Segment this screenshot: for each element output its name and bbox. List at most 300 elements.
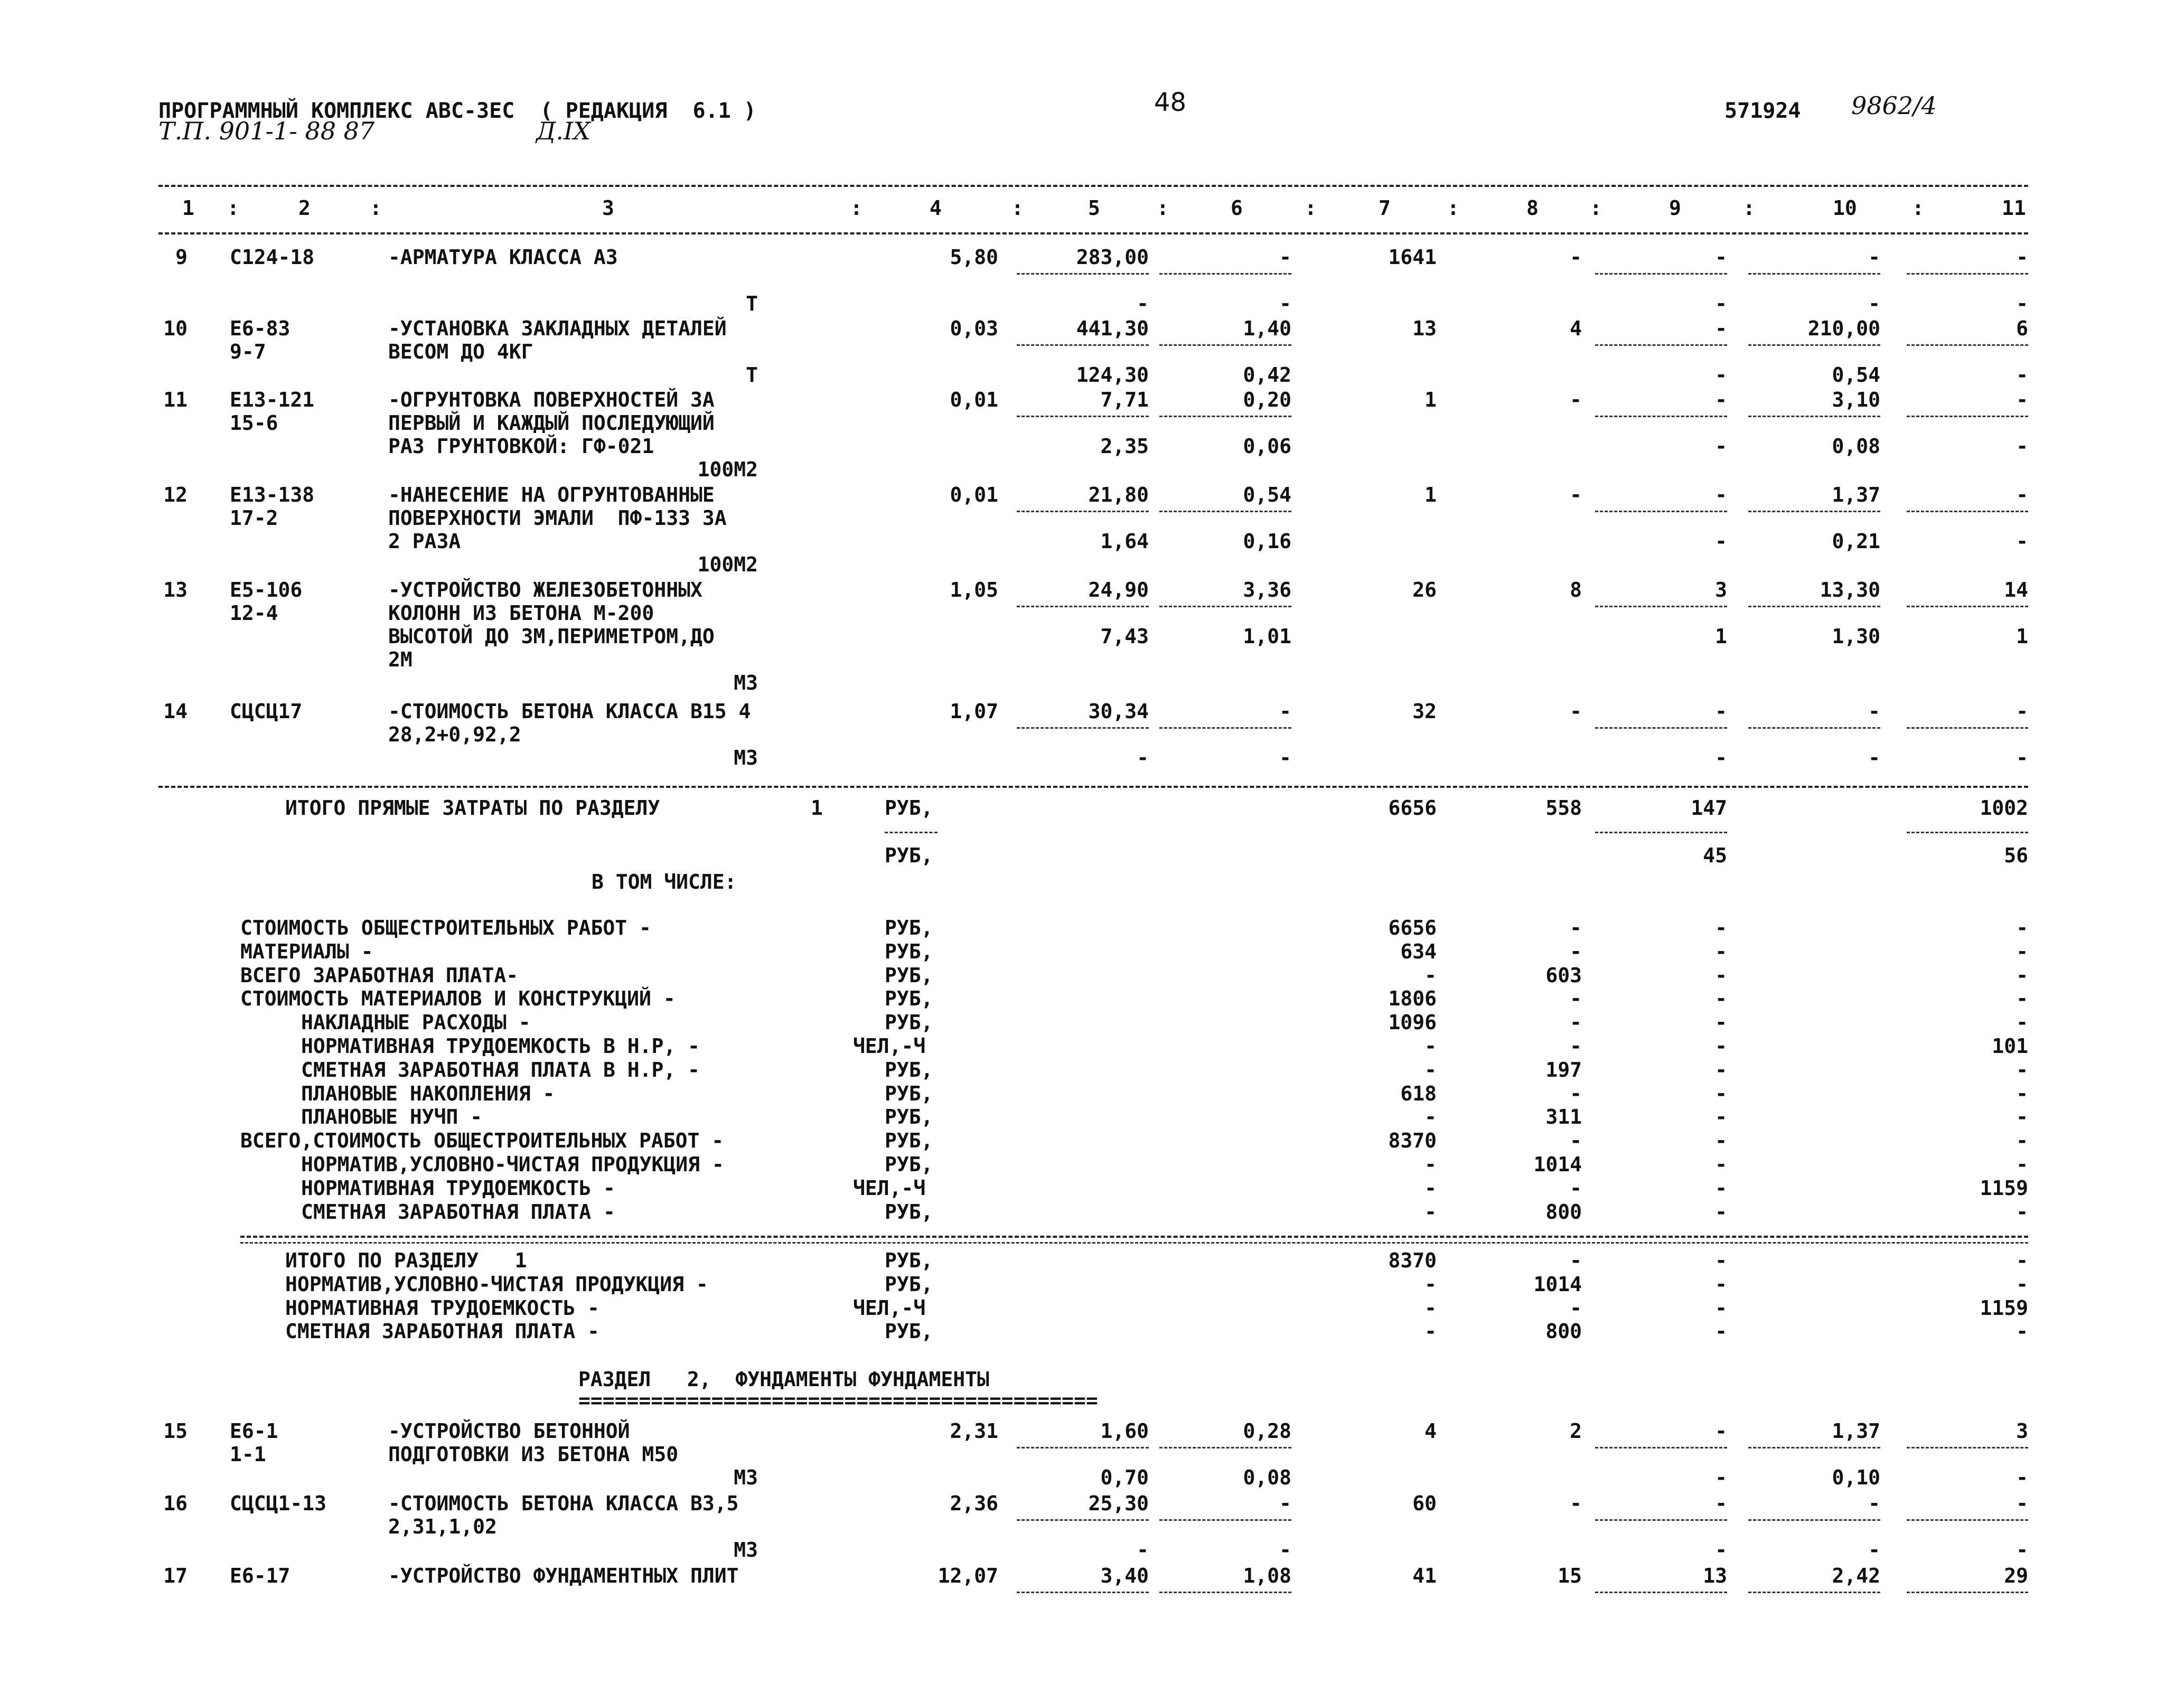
row-col10-total: 13,30 bbox=[1820, 578, 1880, 601]
row-col6-wage: - bbox=[1279, 292, 1291, 315]
row-description: -НАНЕСЕНИЕ НА ОГРУНТОВАННЫЕ bbox=[388, 483, 715, 506]
breakdown-col9: - bbox=[1715, 1105, 1727, 1129]
breakdown-unit: РУБ, bbox=[885, 1129, 933, 1153]
breakdown-col8: - bbox=[1570, 939, 1582, 963]
row-col10-wage: 0,10 bbox=[1832, 1466, 1880, 1489]
breakdown-label: НОРМАТИВНАЯ ТРУДОЕМКОСТЬ В Н.Р, - bbox=[301, 1034, 700, 1058]
section-total-label: СМЕТНАЯ ЗАРАБОТНАЯ ПЛАТА - bbox=[285, 1320, 599, 1343]
header-bottom-rule bbox=[158, 232, 2028, 234]
row-col5-wage: 7,43 bbox=[1100, 625, 1149, 648]
section-total-col7: 8370 bbox=[1388, 1249, 1437, 1272]
row-col11-wage: - bbox=[2016, 530, 2028, 553]
row-col9-wage: - bbox=[1715, 1538, 1727, 1561]
row-unit: М3 bbox=[734, 1538, 758, 1561]
row-col9-total: - bbox=[1715, 246, 1727, 269]
cell-divider bbox=[1595, 273, 1727, 275]
row-quantity: 0,03 bbox=[950, 317, 998, 340]
cell-divider bbox=[1907, 606, 2028, 607]
breakdown-col9: - bbox=[1715, 1153, 1727, 1176]
breakdown-unit: РУБ, bbox=[885, 1200, 933, 1224]
row-col10-wage: - bbox=[1868, 292, 1880, 315]
breakdown-col9: - bbox=[1715, 1129, 1727, 1153]
cell-divider bbox=[1017, 273, 1149, 275]
cell-divider bbox=[1595, 1447, 1727, 1448]
breakdown-col9: - bbox=[1715, 1176, 1727, 1200]
column-separator: : bbox=[1590, 196, 1602, 220]
row-quantity: 1,05 bbox=[950, 578, 998, 601]
row-unit: Т bbox=[746, 292, 758, 315]
program-title: ПРОГРАММНЫЙ КОМПЛЕКС АВС-3ЕС ( РЕДАКЦИЯ 6.1 ) bbox=[158, 99, 756, 123]
row-col5-total: 25,30 bbox=[1088, 1492, 1149, 1515]
cell-divider bbox=[1017, 606, 1149, 607]
column-header-5: 5 bbox=[1088, 196, 1100, 220]
row-col10-total: - bbox=[1868, 246, 1880, 269]
row-unit: М3 bbox=[734, 1466, 758, 1489]
row-description: ВЫСОТОЙ ДО 3М,ПЕРИМЕТРОМ,ДО bbox=[388, 625, 715, 648]
including-title: В ТОМ ЧИСЛЕ: bbox=[592, 870, 737, 893]
section-total-unit: РУБ, bbox=[885, 1249, 933, 1272]
row-col9-wage: - bbox=[1715, 1466, 1727, 1489]
row-code: Е6-1 bbox=[230, 1419, 278, 1443]
row-col11-total: - bbox=[2016, 1492, 2028, 1515]
row-col7: 26 bbox=[1412, 578, 1437, 601]
breakdown-label: ПЛАНОВЫЕ НУЧП - bbox=[301, 1105, 483, 1129]
breakdown-label: НАКЛАДНЫЕ РАСХОДЫ - bbox=[301, 1011, 531, 1034]
row-col5-total: 7,71 bbox=[1100, 388, 1149, 411]
row-code: Е6-83 bbox=[230, 317, 290, 340]
breakdown-col11: - bbox=[2016, 1129, 2028, 1153]
breakdown-col11: - bbox=[2016, 1081, 2028, 1105]
breakdown-col11: 101 bbox=[1992, 1034, 2028, 1058]
row-code: СЦСЦ1-13 bbox=[230, 1492, 327, 1515]
row-code: СЦСЦ17 bbox=[230, 700, 303, 723]
cell-divider bbox=[1748, 511, 1880, 512]
row-code: Е13-138 bbox=[230, 483, 315, 506]
column-header-1: 1 bbox=[182, 196, 194, 220]
column-header-2: 2 bbox=[298, 196, 311, 220]
breakdown-label: СТОИМОСТЬ МАТЕРИАЛОВ И КОНСТРУКЦИЙ - bbox=[240, 987, 676, 1011]
cell-divider bbox=[1907, 832, 2028, 833]
breakdown-unit: ЧЕЛ,-Ч bbox=[853, 1176, 926, 1200]
breakdown-col11: - bbox=[2016, 963, 2028, 987]
row-col8: 4 bbox=[1570, 317, 1582, 340]
section-total-col9: - bbox=[1715, 1296, 1727, 1320]
row-col11-total: 29 bbox=[2004, 1564, 2028, 1587]
section-total-label: НОРМАТИВ,УСЛОВНО-ЧИСТАЯ ПРОДУКЦИЯ - bbox=[285, 1272, 708, 1296]
breakdown-label: СМЕТНАЯ ЗАРАБОТНАЯ ПЛАТА - bbox=[301, 1200, 615, 1224]
row-col11-total: 3 bbox=[2016, 1419, 2028, 1443]
row-code: Е13-121 bbox=[230, 388, 315, 411]
column-separator: : bbox=[1305, 196, 1317, 220]
row-col8: - bbox=[1570, 483, 1582, 506]
cell-divider bbox=[1159, 1519, 1291, 1521]
section-total-col8: - bbox=[1570, 1249, 1582, 1272]
row-col6-total: 0,54 bbox=[1243, 483, 1291, 506]
cell-divider bbox=[1907, 1519, 2028, 1521]
breakdown-col8: - bbox=[1570, 1034, 1582, 1058]
row-quantity: 2,31 bbox=[950, 1419, 998, 1443]
row-col7: 60 bbox=[1412, 1492, 1437, 1515]
row-col11-total: - bbox=[2016, 388, 2028, 411]
row-col6-wage: 0,06 bbox=[1243, 435, 1291, 458]
row-col6-total: - bbox=[1279, 246, 1291, 269]
direct-total-col8: 558 bbox=[1545, 796, 1582, 820]
row-description: ВЕСОМ ДО 4КГ bbox=[388, 340, 533, 363]
row-description: 2,31,1,02 bbox=[388, 1515, 497, 1538]
row-code-sub: 9-7 bbox=[230, 340, 266, 363]
row-col11-wage: - bbox=[2016, 435, 2028, 458]
row-code: С124-18 bbox=[230, 246, 315, 269]
breakdown-unit: РУБ, bbox=[885, 987, 933, 1011]
section-total-col7: - bbox=[1424, 1296, 1437, 1320]
breakdown-label: ПЛАНОВЫЕ НАКОПЛЕНИЯ - bbox=[301, 1081, 555, 1105]
row-number: 10 bbox=[163, 317, 188, 340]
row-col5-total: 441,30 bbox=[1076, 317, 1149, 340]
section-total-col8: 800 bbox=[1545, 1320, 1582, 1343]
section-total-col11: - bbox=[2016, 1249, 2028, 1272]
section-total-col9: - bbox=[1715, 1320, 1727, 1343]
cell-divider bbox=[1017, 727, 1149, 729]
row-col5-total: 30,34 bbox=[1088, 700, 1149, 723]
cell-divider bbox=[1907, 511, 2028, 512]
row-code: Е5-106 bbox=[230, 578, 303, 601]
direct-total-col11: 1002 bbox=[1980, 796, 2028, 820]
direct-total-unit-2: РУБ, bbox=[885, 844, 933, 867]
breakdown-col9: - bbox=[1715, 987, 1727, 1011]
breakdown-col9: - bbox=[1715, 1200, 1727, 1224]
section-total-label: НОРМАТИВНАЯ ТРУДОЕМКОСТЬ - bbox=[285, 1296, 599, 1320]
section-total-col11: 1159 bbox=[1980, 1296, 2028, 1320]
row-col5-wage: - bbox=[1137, 746, 1149, 769]
row-col6-total: 0,28 bbox=[1243, 1419, 1291, 1443]
section-2-title: РАЗДЕЛ 2, ФУНДАМЕНТЫ ФУНДАМЕНТЫ bbox=[578, 1368, 989, 1391]
row-col6-total: 0,20 bbox=[1243, 388, 1291, 411]
breakdown-col7: 1806 bbox=[1388, 987, 1437, 1011]
breakdown-unit: РУБ, bbox=[885, 1105, 933, 1129]
breakdown-col9: - bbox=[1715, 1034, 1727, 1058]
row-unit: М3 bbox=[734, 746, 758, 769]
row-col11-wage: - bbox=[2016, 292, 2028, 315]
breakdown-col7: 6656 bbox=[1388, 916, 1437, 939]
breakdown-col9: - bbox=[1715, 963, 1727, 987]
direct-total-col9: 147 bbox=[1691, 796, 1727, 820]
row-description: -УСТРОЙСТВО ФУНДАМЕНТНЫХ ПЛИТ bbox=[388, 1564, 739, 1587]
breakdown-col8: - bbox=[1570, 1176, 1582, 1200]
cell-divider bbox=[1159, 727, 1291, 729]
cell-divider bbox=[1017, 511, 1149, 512]
row-col11-wage: - bbox=[2016, 746, 2028, 769]
cell-divider bbox=[1748, 344, 1880, 346]
row-col9-total: - bbox=[1715, 483, 1727, 506]
row-code: Е6-17 bbox=[230, 1564, 290, 1587]
row-quantity: 5,80 bbox=[950, 246, 998, 269]
cell-divider bbox=[1017, 1447, 1149, 1448]
row-description: ПЕРВЫЙ И КАЖДЫЙ ПОСЛЕДУЮЩИЙ bbox=[388, 411, 715, 435]
row-description: -УСТРОЙСТВО БЕТОННОЙ bbox=[388, 1419, 630, 1443]
row-col5-total: 3,40 bbox=[1100, 1564, 1149, 1587]
column-separator: : bbox=[850, 196, 863, 220]
column-separator: : bbox=[1743, 196, 1755, 220]
row-number: 16 bbox=[163, 1492, 188, 1515]
cell-divider bbox=[1907, 1447, 2028, 1448]
row-col5-total: 24,90 bbox=[1088, 578, 1149, 601]
breakdown-col7: - bbox=[1424, 1153, 1437, 1176]
row-col9-total: - bbox=[1715, 388, 1727, 411]
row-col8: - bbox=[1570, 246, 1582, 269]
row-col7: 1 bbox=[1424, 483, 1437, 506]
row-col6-total: 1,40 bbox=[1243, 317, 1291, 340]
row-col7: 1641 bbox=[1388, 246, 1437, 269]
breakdown-col8: - bbox=[1570, 1011, 1582, 1034]
breakdown-col11: - bbox=[2016, 987, 2028, 1011]
row-col10-total: 3,10 bbox=[1832, 388, 1880, 411]
row-number: 13 bbox=[163, 578, 188, 601]
cell-divider bbox=[1017, 344, 1149, 346]
section-total-label: ИТОГО ПО РАЗДЕЛУ 1 bbox=[285, 1249, 527, 1272]
column-separator: : bbox=[1447, 196, 1459, 220]
row-col10-total: 2,42 bbox=[1832, 1564, 1880, 1587]
row-col8: 15 bbox=[1558, 1564, 1582, 1587]
row-code-sub: 1-1 bbox=[230, 1443, 266, 1466]
row-col5-wage: - bbox=[1137, 1538, 1149, 1561]
cell-divider bbox=[1595, 1519, 1727, 1521]
breakdown-unit: РУБ, bbox=[885, 1011, 933, 1034]
cell-divider bbox=[1017, 416, 1149, 417]
row-col9-total: - bbox=[1715, 317, 1727, 340]
row-col9-total: 3 bbox=[1715, 578, 1727, 601]
section-total-col11: - bbox=[2016, 1272, 2028, 1296]
row-description: ПОДГОТОВКИ ИЗ БЕТОНА М50 bbox=[388, 1443, 679, 1466]
breakdown-col9: - bbox=[1715, 916, 1727, 939]
row-col11-wage: - bbox=[2016, 1466, 2028, 1489]
breakdown-col9: - bbox=[1715, 939, 1727, 963]
row-col7: 32 bbox=[1412, 700, 1437, 723]
row-col6-wage: - bbox=[1279, 746, 1291, 769]
row-number: 12 bbox=[163, 483, 188, 506]
cell-divider bbox=[1159, 606, 1291, 607]
cell-divider bbox=[1748, 416, 1880, 417]
cell-divider bbox=[1159, 344, 1291, 346]
row-col11-wage: - bbox=[2016, 363, 2028, 387]
breakdown-col8: - bbox=[1570, 1081, 1582, 1105]
row-col11-total: - bbox=[2016, 483, 2028, 506]
cell-divider bbox=[1748, 1519, 1880, 1521]
section-rule bbox=[240, 1236, 2028, 1238]
row-col8: - bbox=[1570, 1492, 1582, 1515]
cell-divider bbox=[1159, 273, 1291, 275]
row-col7: 13 bbox=[1412, 317, 1437, 340]
breakdown-unit: ЧЕЛ,-Ч bbox=[853, 1034, 926, 1058]
breakdown-col11: - bbox=[2016, 916, 2028, 939]
breakdown-col9: - bbox=[1715, 1058, 1727, 1081]
row-description: -УСТАНОВКА ЗАКЛАДНЫХ ДЕТАЛЕЙ bbox=[388, 317, 727, 340]
row-col5-wage: 0,70 bbox=[1100, 1466, 1149, 1489]
breakdown-col8: 311 bbox=[1545, 1105, 1582, 1129]
row-col10-wage: - bbox=[1868, 1538, 1880, 1561]
cell-divider bbox=[1595, 511, 1727, 512]
breakdown-col7: 618 bbox=[1400, 1081, 1437, 1105]
direct-total-section: 1 bbox=[811, 796, 823, 820]
cell-divider bbox=[1907, 1592, 2028, 1593]
breakdown-col8: 603 bbox=[1545, 963, 1582, 987]
row-col5-wage: 1,64 bbox=[1100, 530, 1149, 553]
row-number: 11 bbox=[163, 388, 188, 411]
row-description: 2 РАЗА bbox=[388, 530, 461, 553]
row-col10-wage: 0,54 bbox=[1832, 363, 1880, 387]
header-top-rule bbox=[158, 185, 2028, 187]
cell-divider bbox=[1595, 344, 1727, 346]
column-header-9: 9 bbox=[1669, 196, 1681, 220]
cell-divider bbox=[1907, 273, 2028, 275]
section-total-col7: - bbox=[1424, 1272, 1437, 1296]
row-col5-total: 1,60 bbox=[1100, 1419, 1149, 1443]
row-unit: 100М2 bbox=[697, 458, 758, 481]
breakdown-label: ВСЕГО,СТОИМОСТЬ ОБЩЕСТРОИТЕЛЬНЫХ РАБОТ - bbox=[240, 1129, 724, 1153]
row-col9-total: - bbox=[1715, 1419, 1727, 1443]
column-header-8: 8 bbox=[1526, 196, 1539, 220]
row-col9-total: - bbox=[1715, 700, 1727, 723]
column-header-3: 3 bbox=[602, 196, 614, 220]
row-col10-total: 1,37 bbox=[1832, 1419, 1880, 1443]
breakdown-col8: - bbox=[1570, 916, 1582, 939]
breakdown-unit: РУБ, bbox=[885, 963, 933, 987]
column-separator: : bbox=[1011, 196, 1024, 220]
row-col6-total: - bbox=[1279, 700, 1291, 723]
row-quantity: 0,01 bbox=[950, 388, 998, 411]
column-separator: : bbox=[370, 196, 382, 220]
cell-divider bbox=[1595, 606, 1727, 607]
row-col6-wage: - bbox=[1279, 1538, 1291, 1561]
row-col5-wage: 2,35 bbox=[1100, 435, 1149, 458]
breakdown-col7: 634 bbox=[1400, 939, 1437, 963]
row-col10-wage: 0,08 bbox=[1832, 435, 1880, 458]
breakdown-col9: - bbox=[1715, 1011, 1727, 1034]
section-total-unit: РУБ, bbox=[885, 1320, 933, 1343]
section-total-unit: РУБ, bbox=[885, 1272, 933, 1296]
row-number: 17 bbox=[163, 1564, 188, 1587]
row-col10-total: - bbox=[1868, 700, 1880, 723]
row-col8: - bbox=[1570, 388, 1582, 411]
section-total-col8: - bbox=[1570, 1296, 1582, 1320]
section-total-col9: - bbox=[1715, 1272, 1727, 1296]
breakdown-col11: 1159 bbox=[1980, 1176, 2028, 1200]
row-col10-total: - bbox=[1868, 1492, 1880, 1515]
row-quantity: 12,07 bbox=[938, 1564, 998, 1587]
row-col7: 4 bbox=[1424, 1419, 1437, 1443]
breakdown-col9: - bbox=[1715, 1081, 1727, 1105]
section-2-underline: =========================================== bbox=[578, 1389, 1098, 1412]
row-col6-total: 3,36 bbox=[1243, 578, 1291, 601]
cell-divider bbox=[1595, 832, 1727, 833]
cell-divider bbox=[1017, 1592, 1149, 1593]
breakdown-col7: - bbox=[1424, 963, 1437, 987]
breakdown-col7: - bbox=[1424, 1200, 1437, 1224]
row-col6-wage: 1,01 bbox=[1243, 625, 1291, 648]
row-description: -ОГРУНТОВКА ПОВЕРХНОСТЕЙ ЗА bbox=[388, 388, 715, 411]
album-mark-handwritten: Д.IX bbox=[536, 117, 590, 145]
row-description: -СТОИМОСТЬ БЕТОНА КЛАССА В15 4 bbox=[388, 700, 751, 723]
direct-total-col9-wage: 45 bbox=[1703, 844, 1727, 867]
row-quantity: 1,07 bbox=[950, 700, 998, 723]
cell-divider bbox=[1748, 273, 1880, 275]
row-col10-wage: 1,30 bbox=[1832, 625, 1880, 648]
row-code-sub: 12-4 bbox=[230, 601, 278, 625]
row-col10-total: 1,37 bbox=[1832, 483, 1880, 506]
breakdown-col7: - bbox=[1424, 1034, 1437, 1058]
row-col5-total: 283,00 bbox=[1076, 246, 1149, 269]
row-description: -УСТРОЙСТВО ЖЕЛЕЗОБЕТОННЫХ bbox=[388, 578, 702, 601]
row-unit: 100М2 bbox=[697, 553, 758, 576]
breakdown-col8: - bbox=[1570, 1129, 1582, 1153]
cell-divider bbox=[1159, 416, 1291, 417]
breakdown-label: СТОИМОСТЬ ОБЩЕСТРОИТЕЛЬНЫХ РАБОТ - bbox=[240, 916, 651, 939]
row-col11-total: - bbox=[2016, 246, 2028, 269]
unit-divider bbox=[885, 832, 938, 833]
column-header-4: 4 bbox=[930, 196, 942, 220]
row-description: -АРМАТУРА КЛАССА А3 bbox=[388, 246, 618, 269]
row-col9-wage: - bbox=[1715, 530, 1727, 553]
page-number: 48 bbox=[1154, 88, 1187, 117]
row-col8: 8 bbox=[1570, 578, 1582, 601]
row-col9-wage: - bbox=[1715, 292, 1727, 315]
section-total-unit: ЧЕЛ,-Ч bbox=[853, 1296, 926, 1320]
row-col9-total: - bbox=[1715, 1492, 1727, 1515]
row-description: ПОВЕРХНОСТИ ЭМАЛИ ПФ-133 ЗА bbox=[388, 506, 727, 530]
breakdown-unit: РУБ, bbox=[885, 1153, 933, 1176]
breakdown-col11: - bbox=[2016, 1153, 2028, 1176]
row-col10-total: 210,00 bbox=[1807, 317, 1880, 340]
row-code-sub: 15-6 bbox=[230, 411, 278, 435]
row-col6-total: - bbox=[1279, 1492, 1291, 1515]
direct-total-col7: 6656 bbox=[1388, 796, 1437, 820]
row-col9-wage: - bbox=[1715, 363, 1727, 387]
cell-divider bbox=[1748, 606, 1880, 607]
row-col11-wage: - bbox=[2016, 1538, 2028, 1561]
row-description: КОЛОНН ИЗ БЕТОНА М-200 bbox=[388, 601, 654, 625]
row-col5-total: 21,80 bbox=[1088, 483, 1149, 506]
cell-divider bbox=[1595, 416, 1727, 417]
cell-divider bbox=[1748, 1592, 1880, 1593]
row-number: 9 bbox=[175, 246, 188, 269]
row-quantity: 2,36 bbox=[950, 1492, 998, 1515]
breakdown-col11: - bbox=[2016, 1105, 2028, 1129]
cell-divider bbox=[1595, 727, 1727, 729]
row-col5-wage: 124,30 bbox=[1076, 363, 1149, 387]
sheet-number-handwritten: 9862/4 bbox=[1851, 91, 1937, 120]
column-header-7: 7 bbox=[1379, 196, 1391, 220]
row-col11-total: 6 bbox=[2016, 317, 2028, 340]
breakdown-col7: - bbox=[1424, 1176, 1437, 1200]
column-header-6: 6 bbox=[1231, 196, 1243, 220]
breakdown-col7: - bbox=[1424, 1058, 1437, 1081]
cell-divider bbox=[1907, 344, 2028, 346]
column-separator: : bbox=[1157, 196, 1169, 220]
cell-divider bbox=[1159, 1592, 1291, 1593]
breakdown-unit: РУБ, bbox=[885, 1058, 933, 1081]
column-separator: : bbox=[227, 196, 239, 220]
column-separator: : bbox=[1912, 196, 1924, 220]
row-col9-wage: 1 bbox=[1715, 625, 1727, 648]
cell-divider bbox=[1595, 1592, 1727, 1593]
breakdown-label: ВСЕГО ЗАРАБОТНАЯ ПЛАТА- bbox=[240, 963, 519, 987]
cell-divider bbox=[1017, 1519, 1149, 1521]
breakdown-col8: - bbox=[1570, 987, 1582, 1011]
breakdown-col8: 800 bbox=[1545, 1200, 1582, 1224]
row-col7: 41 bbox=[1412, 1564, 1437, 1587]
row-col6-wage: 0,16 bbox=[1243, 530, 1291, 553]
breakdown-label: СМЕТНАЯ ЗАРАБОТНАЯ ПЛАТА В Н.Р, - bbox=[301, 1058, 700, 1081]
breakdown-col7: 8370 bbox=[1388, 1129, 1437, 1153]
